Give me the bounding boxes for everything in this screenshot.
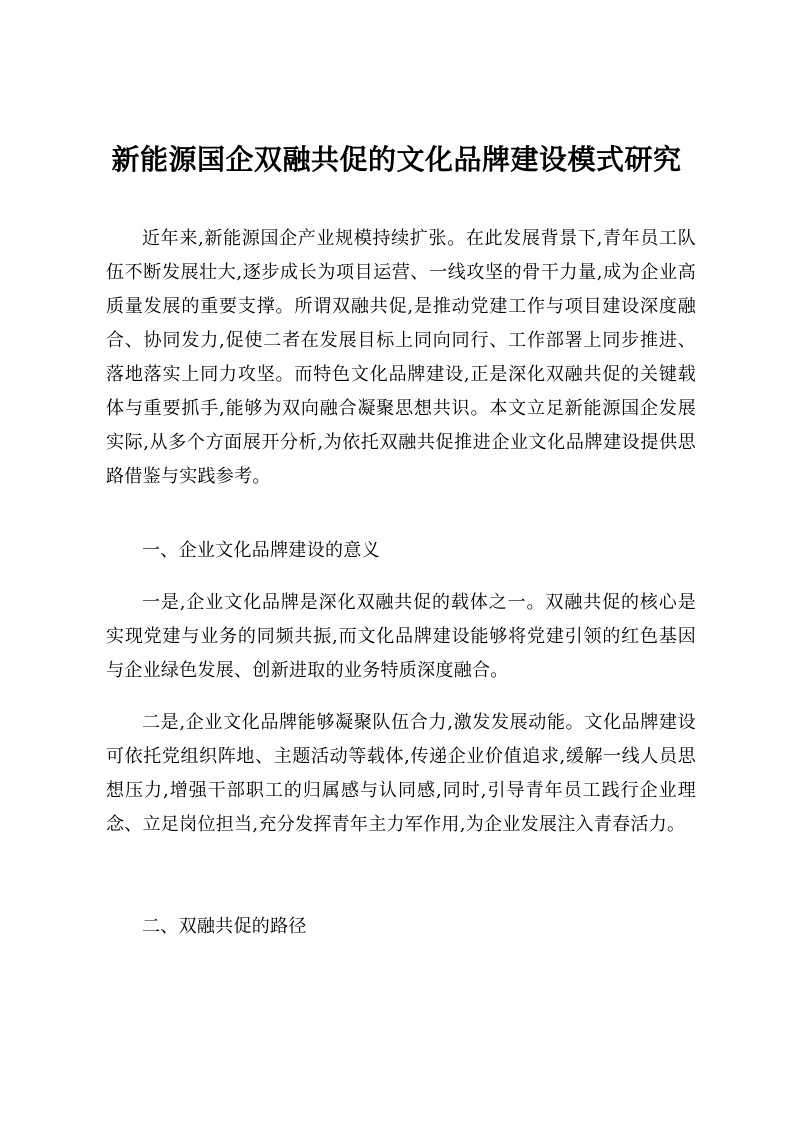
section-heading-2: 二、双融共促的路径: [142, 916, 307, 937]
intro-paragraph: 近年来,新能源国企产业规模持续扩张。在此发展背景下,青年员工队伍不断发展壮大,逐步成长为项目运营、一线攻坚的骨干力量,成为企业高质量发展的重要支撑。所谓双融共促,是推动党建工作与项目建设深度融合、协同发力,促使二者在发展目标上同向同行、工作部署上同步推进、落地落实上同力攻坚。而特色文化品牌建设,正是深化双融共促的关键载体与重要抓手,能够为双向融合凝聚思想共识。本文立足新能源国企发展实际,从多个方面展开分析,为依托双融共促推进企业文化品牌建设提供思路借鉴与实践参考。: [106, 228, 696, 487]
section-heading-1: 一、企业文化品牌建设的意义: [142, 540, 380, 561]
paragraph-point-2: 二是,企业文化品牌能够凝聚队伍合力,激发发展动能。文化品牌建设可依托党组织阵地、主题活动等载体,传递企业价值追求,缓解一线人员思想压力,增强干部职工的归属感与认同感,同时,引导青年员工践行企业理念、立足岗位担当,充分发挥青年主力军作用,为企业发展注入青春活力。: [106, 712, 696, 835]
document-title: 新能源国企双融共促的文化品牌建设模式研究: [111, 143, 682, 176]
paragraph-point-1: 一是,企业文化品牌是深化双融共促的载体之一。双融共促的核心是实现党建与业务的同频共振,而文化品牌建设能够将党建引领的红色基因与企业绿色发展、创新进取的业务特质深度融合。: [106, 592, 696, 681]
